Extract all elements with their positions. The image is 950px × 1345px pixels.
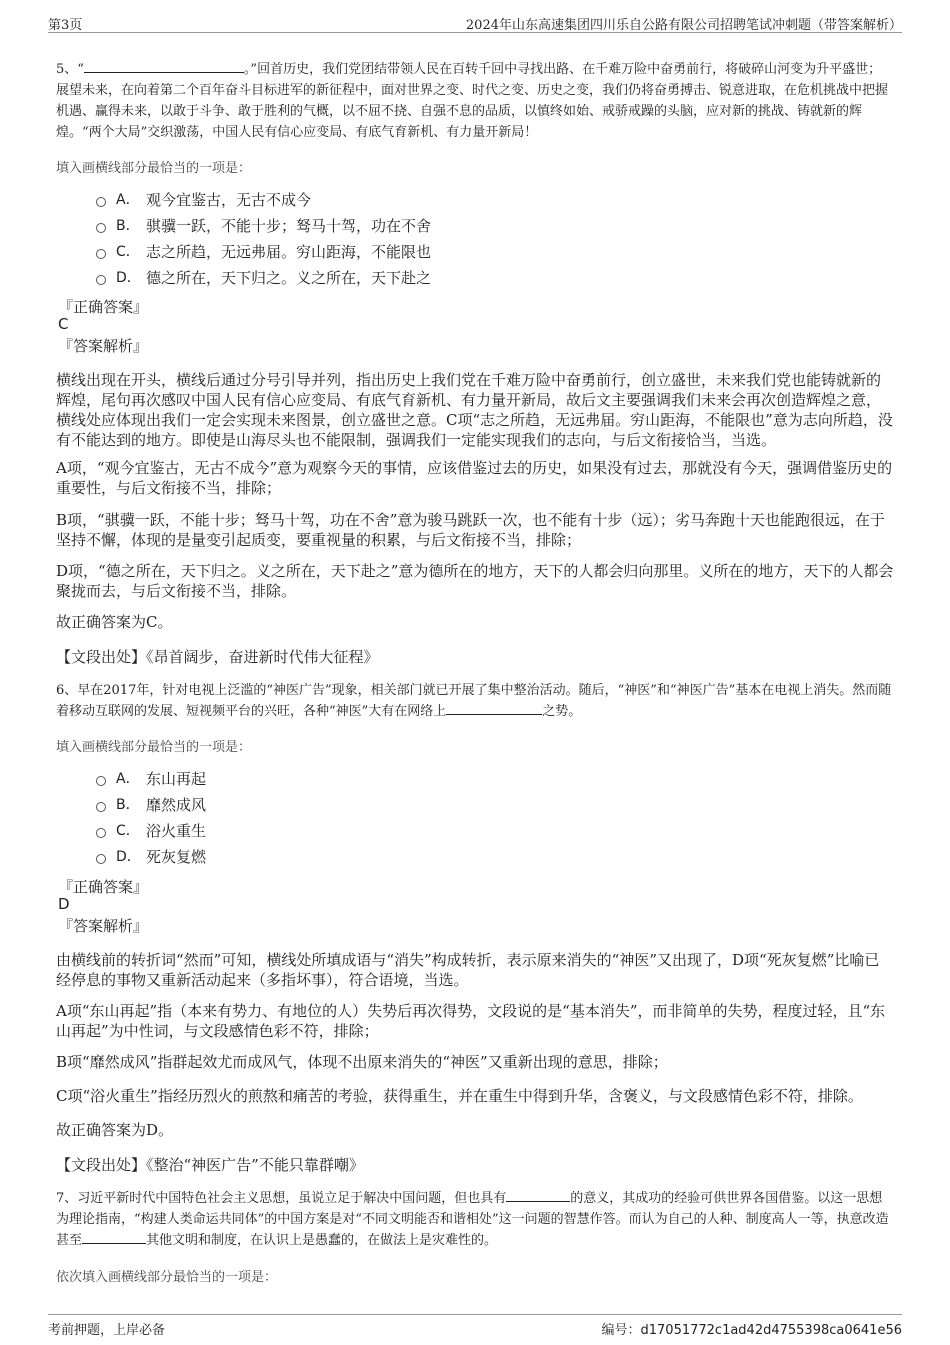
analysis-label: 『答案解析』 xyxy=(58,917,149,935)
option-b[interactable]: B． 靡然成风 xyxy=(96,792,796,818)
analysis-conclusion: 故正确答案为D。 xyxy=(56,1121,174,1139)
radio-icon[interactable] xyxy=(96,223,106,233)
analysis-paragraph: C项“浴火重生”指经历烈火的煎熬和痛苦的考验，获得重生，并在重生中得到升华，含褒义，与文段感情色彩不符，排除。 xyxy=(56,1087,863,1105)
analysis-paragraph: A项，“观今宜鉴古，无古不成今”意为观察今天的事情，应该借鉴过去的历史，如果没有过去，那就没有今天，强调借鉴历史的重要性，与后文衔接不当，排除； xyxy=(56,459,893,497)
analysis-paragraph: B项，“骐骥一跃，不能十步；驽马十驾，功在不舍”意为骏马跳跃一次，也不能有十步（远）；劣马奔跑十天也能跑很远，在于坚持不懈，体现的是量变引起质变，要重视量的积累，与后文衔接不当，排除； xyxy=(56,511,885,549)
document-title: 2024年山东高速集团四川乐自公路有限公司招聘笔试冲刺题（带答案解析） xyxy=(465,18,902,33)
source-citation: 【文段出处】《昂首阔步，奋进新时代伟大征程》 xyxy=(56,648,379,666)
answer-label: 『正确答案』 xyxy=(58,298,149,316)
analysis-paragraph: A项“东山再起”指（本来有势力、有地位的人）失势后再次得势，文段说的是“基本消失”，而非简单的失势，程度过轻，且“东山再起”为中性词，与文段感情色彩不符，排除； xyxy=(56,1002,886,1040)
page-header xyxy=(48,12,902,33)
document-code: 编号：d17051772c1ad42d4755398ca0641e56 xyxy=(601,1323,902,1338)
option-d[interactable]: D． 德之所在，天下归之。义之所在，天下赴之 xyxy=(96,265,796,291)
page-number: 第3页 xyxy=(48,18,83,33)
answer-value: D xyxy=(58,895,70,913)
radio-icon[interactable] xyxy=(96,854,106,864)
radio-icon[interactable] xyxy=(96,828,106,838)
question-7-blank-2 xyxy=(82,1231,146,1244)
analysis-conclusion: 故正确答案为C。 xyxy=(56,613,173,631)
analysis-paragraph: B项“靡然成风”指群起效尤而成风气，体现不出原来消失的“神医”又重新出现的意思，排除； xyxy=(56,1053,668,1071)
option-b[interactable]: B． 骐骥一跃，不能十步；驽马十驾，功在不舍 xyxy=(96,213,796,239)
analysis-label: 『答案解析』 xyxy=(58,337,149,355)
question-7-blank-1 xyxy=(506,1189,570,1202)
question-5-stem xyxy=(56,59,894,143)
option-d[interactable]: D． 死灰复燃 xyxy=(96,844,796,870)
analysis-paragraph: D项，“德之所在，天下归之。义之所在，天下赴之”意为德所在的地方，天下的人都会归向那里。义所在的地方，天下的人都会聚拢而去，与后文衔接不当，排除。 xyxy=(56,562,894,600)
radio-icon[interactable] xyxy=(96,197,106,207)
radio-icon[interactable] xyxy=(96,249,106,259)
radio-icon[interactable] xyxy=(96,275,106,285)
option-c[interactable]: C． 浴火重生 xyxy=(96,818,796,844)
answer-label: 『正确答案』 xyxy=(58,878,149,896)
question-5-prompt: 填入画横线部分最恰当的一项是： xyxy=(56,161,252,176)
answer-value: C xyxy=(58,315,69,333)
analysis-paragraph: 横线出现在开头，横线后通过分号引导并列，指出历史上我们党在千难万险中奋勇前行，创立盛世，未来我们党也能铸就新的辉煌，尾句再次感叹中国人民有信心应变局、有底气育新机、有力量开新局，故后文主要强调我们未来会再次创造辉煌之意，横线处应体现出我们一定会实现未来图景，创立盛世之意。C项“志之所趋，无远弗届。穷山距海，不能限也”意为志向所趋，没有不能达到的地方。即使是山海尽头也不能限制，强调我们一定能实现我们的志向，与后文衔接恰当，当选。 xyxy=(56,371,893,449)
source-citation: 【文段出处】《整治“神医广告”不能只靠群嘲》 xyxy=(56,1156,364,1174)
question-6-stem: 6、早在2017年，针对电视上泛滥的“神医广告”现象，相关部门就已开展了集中整治活动。随后，“神医”和“神医广告”基本在电视上消失。然而随着移动互联网的发展、短视频平台的兴旺，各种“神医”大有在网络上 之势。 xyxy=(56,683,892,719)
option-a[interactable]: A． 观今宜鉴古，无古不成今 xyxy=(96,187,796,213)
footer-slogan: 考前押题，上岸必备 xyxy=(48,1323,166,1338)
page-footer xyxy=(48,1314,902,1339)
radio-icon[interactable] xyxy=(96,776,106,786)
question-5-number: 5、“ xyxy=(56,62,84,77)
analysis-paragraph: 由横线前的转折词“然而”可知，横线处所填成语与“消失”构成转折，表示原来消失的“神医”又出现了，D项“死灰复燃”比喻已经停息的事物又重新活动起来（多指坏事），符合语境，当选。 xyxy=(56,951,880,989)
question-7-prompt: 依次填入画横线部分最恰当的一项是： xyxy=(56,1270,278,1285)
question-5-blank xyxy=(84,60,244,73)
question-5-text: 。”回首历史，我们党团结带领人民在百转千回中寻找出路、在千难万险中奋勇前行，将破碎山河变为升平盛世；展望未来，在向着第二个百年奋斗目标进军的新征程中，面对世界之变、时代之变、历史之变，我们仍将奋勇搏击、锐意进取，在危机挑战中把握机遇、赢得未来，以敢于斗争、敢于胜利的气概，以不屈不挠、自强不息的品质，以慎终如始、戒骄戒躁的头脑，应对新的挑战、铸就新的辉煌。“两个大局”交织激荡，中国人民有信心应变局、有底气育新机、有力量开新局！ xyxy=(56,62,889,140)
question-6-prompt: 填入画横线部分最恰当的一项是： xyxy=(56,740,252,755)
question-7-stem: 7、习近平新时代中国特色社会主义思想，虽说立足于解决中国问题，但也具有 的意义，其成功的经验可供世界各国借鉴。以这一思想为理论指南，“构建人类命运共同体”的中国方案是对“不同文明能否和谐相处”这一问题的智慧作答。而认为自己的人种、制度高人一等，执意改造甚至 其他文明和制度，在认识上是愚蠢的，在做法上是灾难性的。 xyxy=(56,1191,889,1248)
question-6-blank xyxy=(446,702,542,715)
option-c[interactable]: C． 志之所趋，无远弗届。穷山距海，不能限也 xyxy=(96,239,796,265)
option-a[interactable]: A． 东山再起 xyxy=(96,766,796,792)
question-6-options xyxy=(96,766,796,870)
radio-icon[interactable] xyxy=(96,802,106,812)
question-5-options xyxy=(96,187,796,291)
